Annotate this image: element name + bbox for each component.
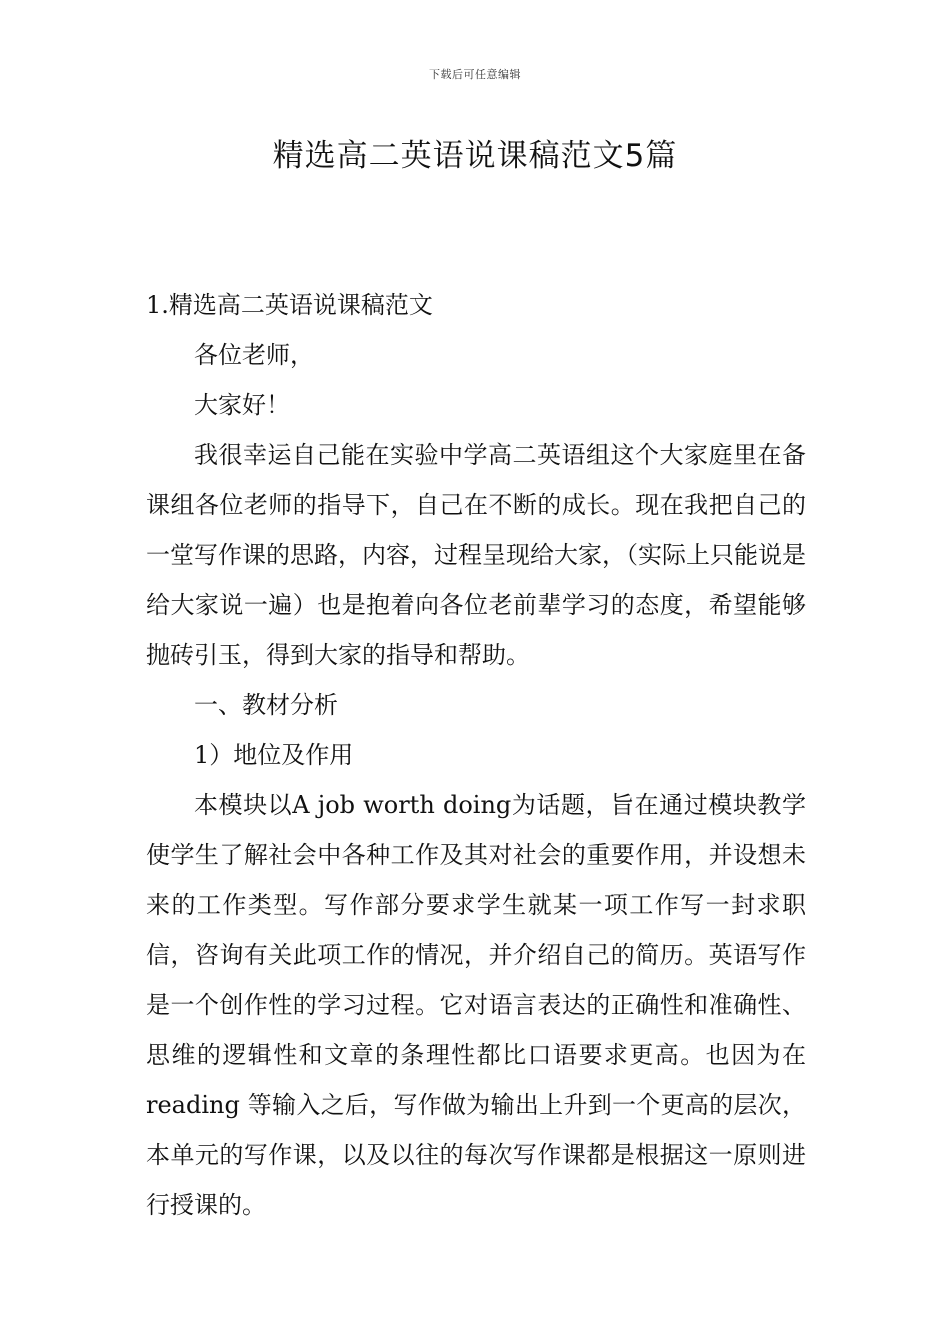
- subheading-materials-analysis: 一、教材分析: [194, 691, 338, 719]
- salutation-paragraph: 各位老师，: [194, 341, 314, 369]
- document-title: 精选高二英语说课稿范文5篇: [272, 138, 678, 174]
- section-heading: 1.精选高二英语说课稿范文: [146, 291, 433, 319]
- intro-paragraph: 我很幸运自己能在实验中学高二英语组这个大家庭里在备课组各位老师的指导下，自己在不断的成长。现在我把自己的一堂写作课的思路，内容，过程呈现给大家，（实际上只能说是给大家说一遍）也是抱着向各位老前辈学习的态度，希望能够抛砖引玉，得到大家的指导和帮助。: [146, 441, 806, 669]
- document-body: [146, 280, 806, 1230]
- subheading-position-role: 1）地位及作用: [194, 741, 354, 769]
- module-description-paragraph: 本模块以A job worth doing为话题，旨在通过模块教学使学生了解社会中各种工作及其对社会的重要作用，并设想未来的工作类型。写作部分要求学生就某一项工作写一封求职信，咨询有关此项工作的情况，并介绍自己的简历。英语写作是一个创作性的学习过程。它对语言表达的正确性和准确性、思维的逻辑性和文章的条理性都比口语要求更高。也因为在reading 等输入之后，写作做为输出上升到一个更高的层次，本单元的写作课，以及以往的每次写作课都是根据这一原则进行授课的。: [146, 791, 806, 1219]
- greeting-paragraph: 大家好！: [194, 391, 290, 419]
- page-header-note: 下载后可任意编辑: [429, 68, 521, 81]
